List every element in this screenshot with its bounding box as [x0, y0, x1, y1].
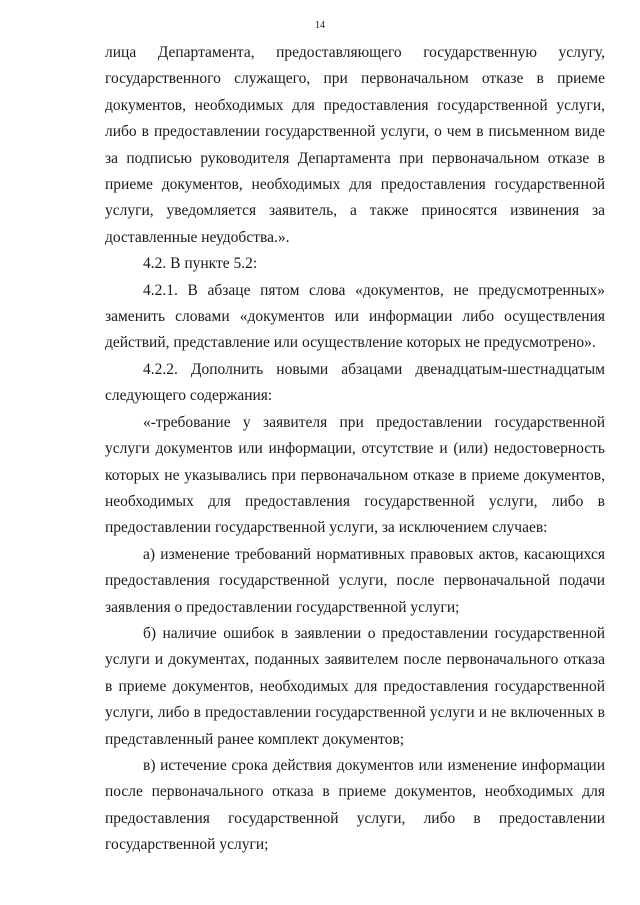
paragraph: в) истечение срока действия документов или изменение информации после первоначального отказа в приеме документов, необходимых для предоставления государственной услуги, либо в предоставлении государственной услуги; — [105, 756, 605, 854]
paragraph: «-требование у заявителя при предоставлении государственной услуги документов или информации, отсутствие и (или) недостоверность которых не указывались при первоначальном отказе в приеме документов, необходимых для предоставления государственной услуги, либо в предоставлении государственной услуги, за исключением случаев: — [105, 413, 605, 537]
paragraph: лица Департамента, предоставляющего государственную услугу, государственного служащего, при первоначальном отказе в приеме документов, необходимых для предоставления государственной услуги, либо в предоставлении государственной услуги, о чем в письменном виде за подписью руководителя Департамента при первоначальном отказе в приеме документов, необходимых для предоставления государственной услуги, уведомляется заявитель, а также приносятся извинения за доставленные неудобства.». — [105, 44, 605, 246]
paragraph: 4.2. В пункте 5.2: — [143, 255, 258, 273]
paragraph: 4.2.1. В абзаце пятом слова «документов, не предусмотренных» заменить словами «документов или информации либо осуществления действий, представление или осуществление которых не предусмотрено». — [105, 281, 605, 352]
page-number: 14 — [315, 20, 325, 31]
paragraph: а) изменение требований нормативных правовых актов, касающихся предоставления государственной услуги, после первоначальной подачи заявления о предоставлении государственной услуги; — [105, 545, 605, 616]
paragraph: 4.2.2. Дополнить новыми абзацами двенадцатым-шестнадцатым следующего содержания: — [105, 360, 605, 405]
document-body — [105, 40, 605, 859]
paragraph: б) наличие ошибок в заявлении о предоставлении государственной услуги и документах, поданных заявителем после первоначального отказа в приеме документов, необходимых для предоставления государственной услуги, либо в предоставлении государственной услуги и не включенных в представленный ранее комплект документов; — [105, 624, 605, 748]
